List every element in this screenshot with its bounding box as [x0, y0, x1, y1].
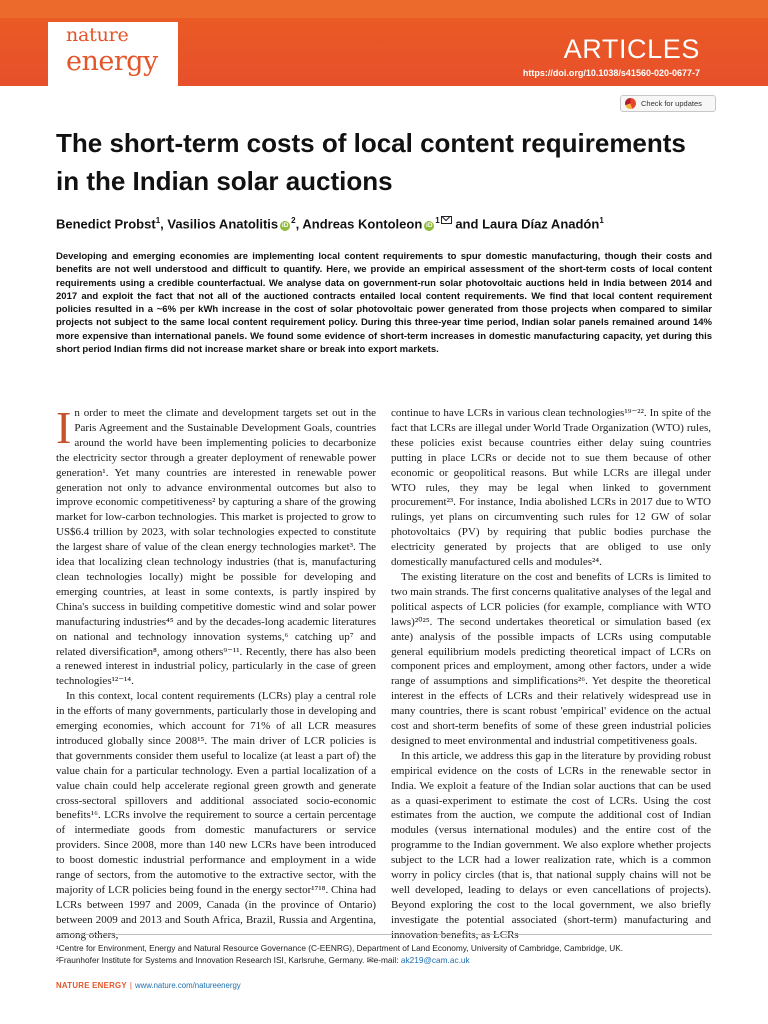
body-paragraph: continue to have LCRs in various clean technologies¹⁹⁻²². In spite of the fact that LCRs are illegal under World Trade Organization (WTO) rules, these policies exist because countries either delay suing countries putting in place LCRs or decide not to sue them because of other economic or geopolitical reasons. But while LCRs are illegal under WTO rules, they may be legal when linked to government procurement²³. For instance, India abolished LCRs in 2017 due to WTO rulings, yet plans on circumventing such rules for 12 GW of solar photovoltaics (PV) by requiring that public bodies purchase the electricity generated by projects that are obliged to use only domestically manufactured cells and modules²⁴. — [391, 407, 711, 569]
body-column-left — [56, 402, 376, 943]
author-name[interactable]: Benedict Probst — [56, 216, 156, 232]
footer-separator: | — [129, 981, 132, 990]
affiliation-2: ²Fraunhofer Institute for Systems and Innovation Research ISI, Karlsruhe, Germany. — [56, 955, 365, 966]
article-title: The short-term costs of local content requirements in the Indian solar auctions — [56, 128, 686, 196]
author-affiliation: 1 — [435, 216, 440, 225]
body-paragraph: In this article, we address this gap in the literature by providing robust empirical evidence on the costs of LCRs in the renewable sector in India. We exploit a feature of the Indian solar auctions that can be used as a quasi-experiment to estimate the cost of LCRs. Using the cost estimates from the auction, we compute the additional cost of Indian modules (versus international modules) and the entire cost of the programme to the Indian government. We also explore whether projects subject to the LCR had a lower realization rate, which is a common worry in policy circles (that is, that national supply chains will not be well developed, leading to delays or even cancellations of projects). Beyond exploring the cost to the local government, we also briefly investigate the potential associated (short-term) manufacturing and innovation benefits, as LCRs — [391, 749, 711, 941]
orcid-icon[interactable]: iD — [426, 222, 433, 230]
email-icon[interactable] — [441, 216, 452, 224]
author-affiliation: 2 — [291, 216, 296, 225]
author-name[interactable]: Laura Díaz Anadón — [482, 216, 600, 232]
body-column-right — [391, 406, 711, 943]
check-for-updates-button[interactable] — [620, 95, 716, 112]
email-label: e-mail: — [373, 955, 399, 966]
affiliation-1: ¹Centre for Environment, Energy and Natural Resource Governance (C-EENRG), Department of Land Economy, University of Cambridge, Cambridge, UK. — [56, 943, 624, 953]
check-for-updates-label: Check for updates — [641, 99, 702, 108]
section-label: ARTICLES — [563, 34, 700, 64]
body-paragraph: In this context, local content requirements (LCRs) play a central role in the efforts of many governments, particularly those in developing and emerging economies, which account for 71% of all LCR measures introduced globally since 2008¹⁵. The main driver of LCR policies is that governments consider them useful to localize (at least a part of) the value chain for a particular technology. Even a partial localization of a value chain could help accelerate regional green growth and generate cross-sectoral spillovers and additional associated socio-economic benefits¹⁶. LCRs involve the requirement to source a certain percentage of intermediate goods from domestic manufacturers or service providers. Since 2008, more than 140 new LCRs have been introduced to boost domestic industrial performance and employment in a wide range of sectors, from the automotive to the extractive sector, with the majority of LCR policies being found in the energy sector¹⁷¹⁸. China had LCRs between 1997 and 2009, Canada (in the province of Ontario) between 2009 and 2013 and South Africa, Brazil, Russia and Argentina, among others, — [56, 690, 376, 941]
affiliations — [56, 942, 716, 967]
logo-text-top: nature — [66, 24, 129, 46]
author-name[interactable]: Andreas Kontoleon — [302, 216, 423, 232]
body-paragraph: The existing literature on the cost and benefits of LCRs is limited to two main strands. The first concerns qualitative analyses of the legal and political aspects of LCR policies (for example, compliance with WTO laws)²⁰²⁵. The second undertakes theoretical or simulation based (ex ante) analysis of the possible impacts of LCRs using computable general equilibrium models predicting theoretical impact of LCRs on component prices and employment, among other factors, under a wide range of assumptions and simplifications²⁶. Yet despite the theoretical interest in the effects of LCRs and their relatively widespread use in many countries, there is scant robust 'empirical' evidence on the actual cost and short-term benefits of some of these green industrial policies designed to meet environmental and industrial competitiveness goals. — [391, 570, 711, 747]
paragraph-text: n order to meet the climate and development targets set out in the Paris Agreement and the Sustainable Development Goals, countries around the world have been implementing policies to decarbonize the electricity sector through a greater deployment of renewable power generation¹. Yet many countries are interested in renewable power generation not only to advance environmental outcomes but also to improve economic competitiveness² by capturing a share of the growing market for low-carbon technologies. This market is projected to grow to US$6.4 trillion by 2023, with solar technologies expected to constitute the largest share of value of the clean energy technologies market³. The idea that localizing clean technology industries (that is, manufacturing clean technologies locally) might be possible for developing and emerging countries, at least in some contexts, is partly inspired by China's success in building competitive domestic wind and solar power manufacturing industries⁴⁵ and by the decades-long academic literatures on national and technology innovation systems,⁶ catching up⁷ and related diversification⁸, among others⁹⁻¹¹. Recently, there has also been a renewed interest in industrial policy, particularly in the case of green technologies¹²⁻¹⁴. — [56, 407, 376, 688]
email-icon: ✉ — [366, 955, 374, 966]
drop-cap: I — [56, 402, 72, 453]
email-link[interactable]: ak219@cam.ac.uk — [400, 955, 470, 966]
footnote-divider — [56, 934, 712, 935]
logo-text-bottom: energy — [66, 46, 158, 77]
footer-journal-url[interactable]: www.nature.com/natureenergy — [134, 981, 241, 990]
affiliation-2-line — [56, 954, 716, 966]
author-affiliation: 1 — [599, 216, 604, 225]
footer-journal-name: NATURE ENERGY — [56, 981, 127, 990]
body-paragraph — [56, 402, 376, 689]
banner-stripe — [0, 0, 768, 18]
abstract: Developing and emerging economies are implementing local content requirements to spur domestic manufacturing, though their costs and benefits are not well understood and difficult to quantify. Here, we provide an empirical assessment of the short-term costs of local content requirements using a credible counterfactual. We analyse data on government-run solar photovoltaic auctions held in India between 2014 and 2017 and exploit the fact that not all of the auctioned contracts entailed local content requirements. We find that local content requirement policies resulted in a ~6% per kWh increase in the cost of solar photovoltaic power generated from those projects when compared to similar projects not subject to the same local content requirement policy. During this three-year time period, Indian solar panels remained around 14% more expensive than international panels. We found some evidence of short-term increases in domestic manufacturing capacity, yet during this short period Indian firms did not increase market share or break into export markets. — [56, 251, 712, 356]
crossmark-icon — [625, 98, 636, 109]
page-footer — [56, 981, 241, 990]
doi-link[interactable]: https://doi.org/10.1038/s41560-020-0677-7 — [522, 68, 700, 78]
author-name[interactable]: Vasilios Anatolitis — [167, 216, 279, 232]
author-affiliation: 1 — [155, 216, 161, 225]
journal-banner — [0, 0, 768, 86]
author-list: Benedict Probst$^1$, Vasilios Anatolitis $iD^2$, Andreas Kontoleon $iD^1$ and Laura Díaz Anadón$^1$ — [56, 216, 604, 232]
orcid-icon[interactable]: iD — [281, 222, 289, 230]
